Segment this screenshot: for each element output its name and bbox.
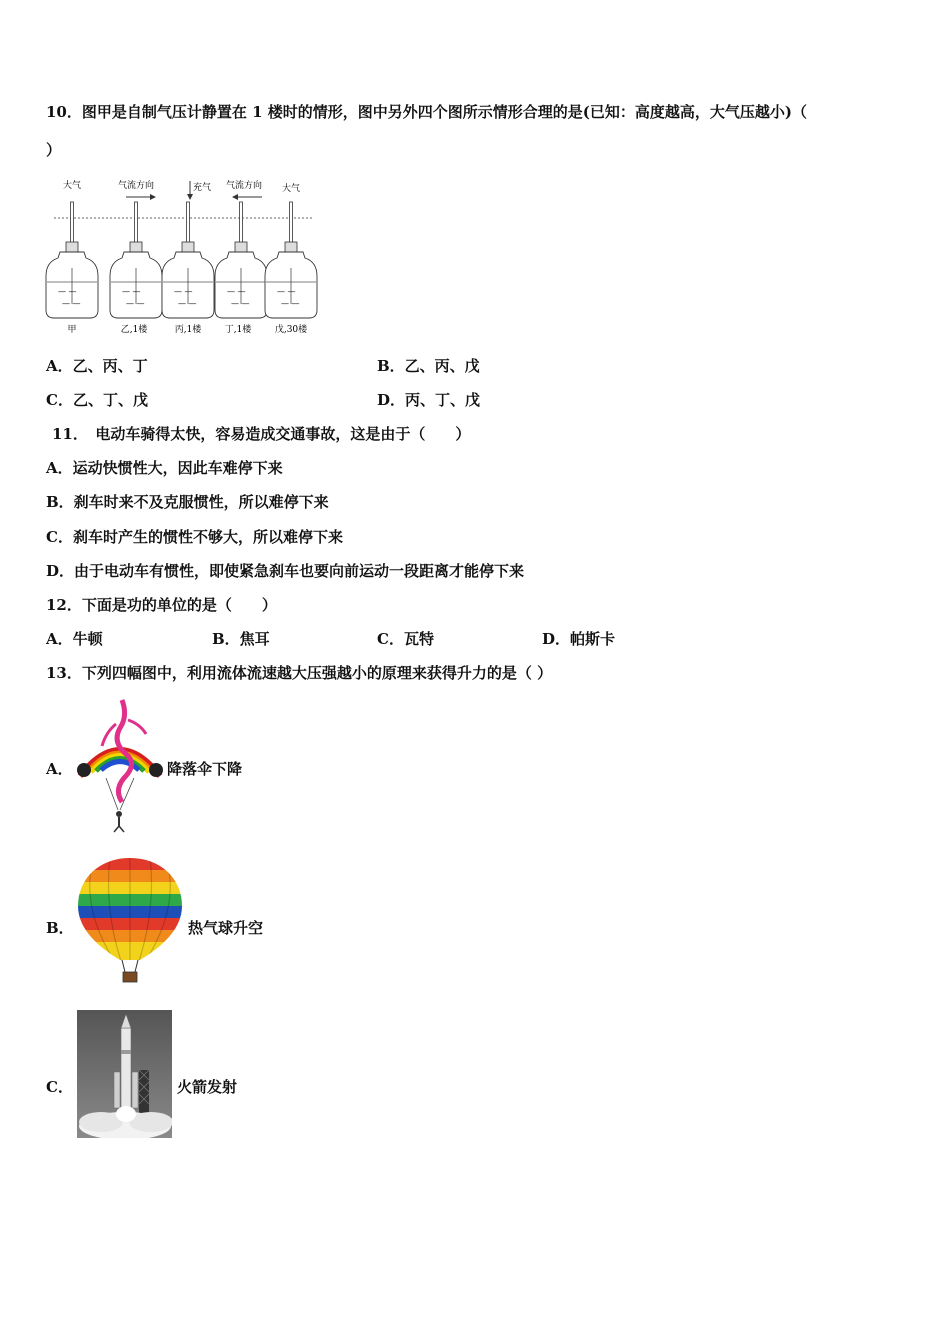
fig-bottom-label-2: 乙,1楼 [120, 325, 148, 335]
fig-bottom-label-1: 甲 [67, 325, 77, 335]
q12-option-d: D．帕斯卡 [542, 630, 616, 648]
rocket-launch-image [77, 1010, 172, 1138]
svg-text:— —: — — [231, 299, 250, 308]
svg-text:— —: — — [58, 287, 77, 296]
fig-top-label-2: 气流方向 [117, 181, 155, 191]
jar-3 [162, 202, 214, 318]
svg-text:— —: — — [178, 299, 197, 308]
q12-option-b: B．焦耳 [212, 630, 270, 648]
q13-option-b-caption: 热气球升空 [188, 919, 264, 937]
jar-5 [265, 202, 317, 318]
q13-option-b-letter: B． [46, 919, 74, 937]
fig-top-label-3: 充气 [192, 183, 212, 193]
q11-option-b: B．刹车时来不及克服惯性，所以难停下来 [46, 493, 329, 511]
barometer-figure [40, 176, 330, 338]
svg-text:— —: — — [227, 287, 246, 296]
fig-top-label-1: 大气 [62, 181, 82, 191]
fig-top-label-4: 气流方向 [225, 181, 263, 191]
q11-option-a: A．运动快惯性大，因此车难停下来 [46, 459, 283, 477]
jar-4 [215, 202, 267, 318]
q13-option-c-caption: 火箭发射 [177, 1078, 238, 1096]
q13-option-a-caption: 降落伞下降 [167, 760, 243, 778]
fig-bottom-label-4: 丁,1楼 [224, 325, 252, 335]
q10-stem-line2: ） [46, 141, 62, 159]
q13-stem: 13．下列四幅图中，利用流体流速越大压强越小的原理来获得升力的是（ ） [46, 664, 553, 682]
q11-stem: 11． 电动车骑得太快，容易造成交通事故，这是由于（ ） [52, 425, 471, 443]
q10-option-b: B．乙、丙、戊 [377, 357, 480, 375]
q10-option-a: A．乙、丙、丁 [46, 357, 148, 375]
q11-option-d: D．由于电动车有惯性，即使紧急刹车也要向前运动一段距离才能停下来 [46, 562, 525, 580]
svg-text:— —: — — [62, 299, 81, 308]
svg-text:— —: — — [277, 287, 296, 296]
inflate-down-arrow-icon [187, 194, 193, 200]
airflow-left-arrow-icon [232, 194, 238, 200]
q10-stem-line1: 10．图甲是自制气压计静置在 1 楼时的情形，图中另外四个图所示情形合理的是(已知：高度越高，大气压越小)（ [46, 103, 807, 121]
jar-2 [110, 202, 162, 318]
jar-1 [46, 202, 98, 318]
q13-option-c-letter: C． [46, 1078, 73, 1096]
svg-text:— —: — — [174, 287, 193, 296]
q10-option-c: C．乙、丁、戊 [46, 391, 148, 409]
fig-bottom-label-3: 丙,1楼 [174, 325, 202, 335]
q11-option-c: C．刹车时产生的惯性不够大，所以难停下来 [46, 528, 343, 546]
parachute-image [76, 698, 164, 833]
fig-top-label-5: 大气 [281, 184, 301, 194]
q12-stem: 12．下面是功的单位的是（ ） [46, 596, 277, 614]
svg-text:— —: — — [122, 287, 141, 296]
airflow-right-arrow-icon [150, 194, 156, 200]
q10-option-d: D．丙、丁、戊 [377, 391, 481, 409]
q12-option-a: A．牛顿 [46, 630, 103, 648]
fig-bottom-label-5: 戊,30楼 [274, 325, 308, 335]
q13-option-a-letter: A． [46, 760, 73, 778]
svg-text:— —: — — [281, 299, 300, 308]
hot-air-balloon-image [76, 856, 184, 986]
svg-text:— —: — — [126, 299, 145, 308]
q12-option-c: C．瓦特 [377, 630, 434, 648]
